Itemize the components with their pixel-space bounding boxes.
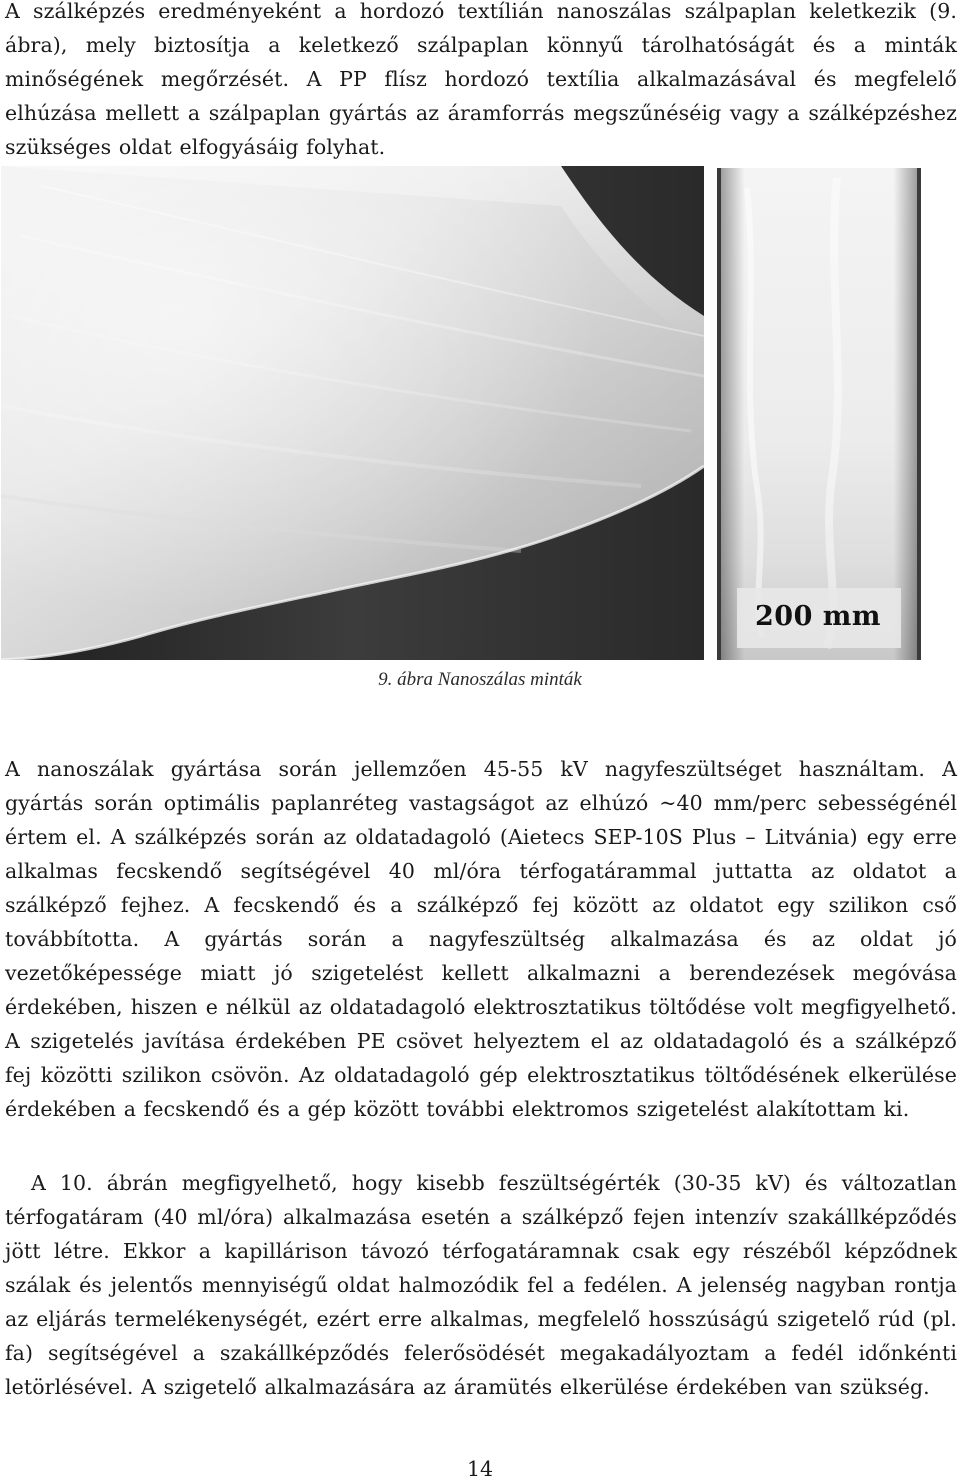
second-paragraph-line (5, 1166, 957, 1404)
page-number: 14 (466, 1457, 494, 1481)
nanofiber-strip-photo (717, 168, 921, 660)
second-paragraph-text: A 10. ábrán megfigyelhető, hogy kisebb feszültségérték (30-35 kV) és változatlan térfogatáram (40 ml/óra) alkalmazása esetén a szálképző fejen intenzív szakállképződés jött létre. Ekkor a kapillárison távozó térfogatáramnak csak egy részéből képződnek szálak és jelentős mennyiségű oldat halmozódik fel a fedélen. A jelenség nagyban rontja az eljárás termelékenységét, ezért erre alkalmas, megfelelő hosszúságú szigetelő rúd (pl. fa) segítségével a szakállképződés felerősödését megakadályoztam a fedél időnkénti letörlésével. A szigetelő alkalmazására az áramütés elkerülése érdekében van szükség. (5, 1171, 957, 1399)
figure-9 (0, 166, 960, 666)
scale-bar-label: 200 mm (755, 601, 881, 632)
figure-caption: 9. ábra Nanoszálas minták (378, 669, 582, 690)
main-paragraph (5, 752, 957, 1126)
intro-paragraph (5, 0, 957, 164)
second-paragraph (5, 1166, 957, 1404)
intro-paragraph-text: A szálképzés eredményeként a hordozó textílián nanoszálas szálpaplan keletkezik (9. ábra), mely biztosítja a keletkező szálpaplan könnyű tárolhatóságát és a minták minőségének megőrzését. A PP flísz hordozó textília alkalmazásával és megfelelő elhúzása mellett a szálpaplan gyártás az áramforrás megszűnéséig vagy a szálképzéshez szükséges oldat elfogyásáig folyhat. (5, 0, 957, 159)
main-paragraph-text: A nanoszálak gyártása során jellemzően 45-55 kV nagyfeszültséget használtam. A gyártás során optimális paplanréteg vastagságot az elhúzó ~40 mm/perc sebességénél értem el. A szálképzés során az oldatadagoló (Aietecs SEP-10S Plus – Litvánia) egy erre alkalmas fecskendő segítségével 40 ml/óra térfogatárammal juttatta az oldatot a szálképző fejhez. A fecskendő és a szálképző fej között az oldatot egy szilikon cső továbbította. A gyártás során a nagyfeszültség alkalmazása és az oldat jó vezetőképessége miatt jó szigetelést kellett alkalmazni a berendezések megóvása érdekében, hiszen e nélkül az oldatadagoló elektrosztatikus töltődése volt megfigyelhető. A szigetelés javítása érdekében PE csövet helyeztem el az oldatadagoló és a szálképző fej közötti szilikon csövön. Az oldatadagoló gép elektrosztatikus töltődésének elkerülése érdekében a fecskendő és a gép között további elektromos szigetelést alakítottam ki. (5, 757, 957, 1121)
nanofiber-mat-photo (1, 166, 704, 660)
